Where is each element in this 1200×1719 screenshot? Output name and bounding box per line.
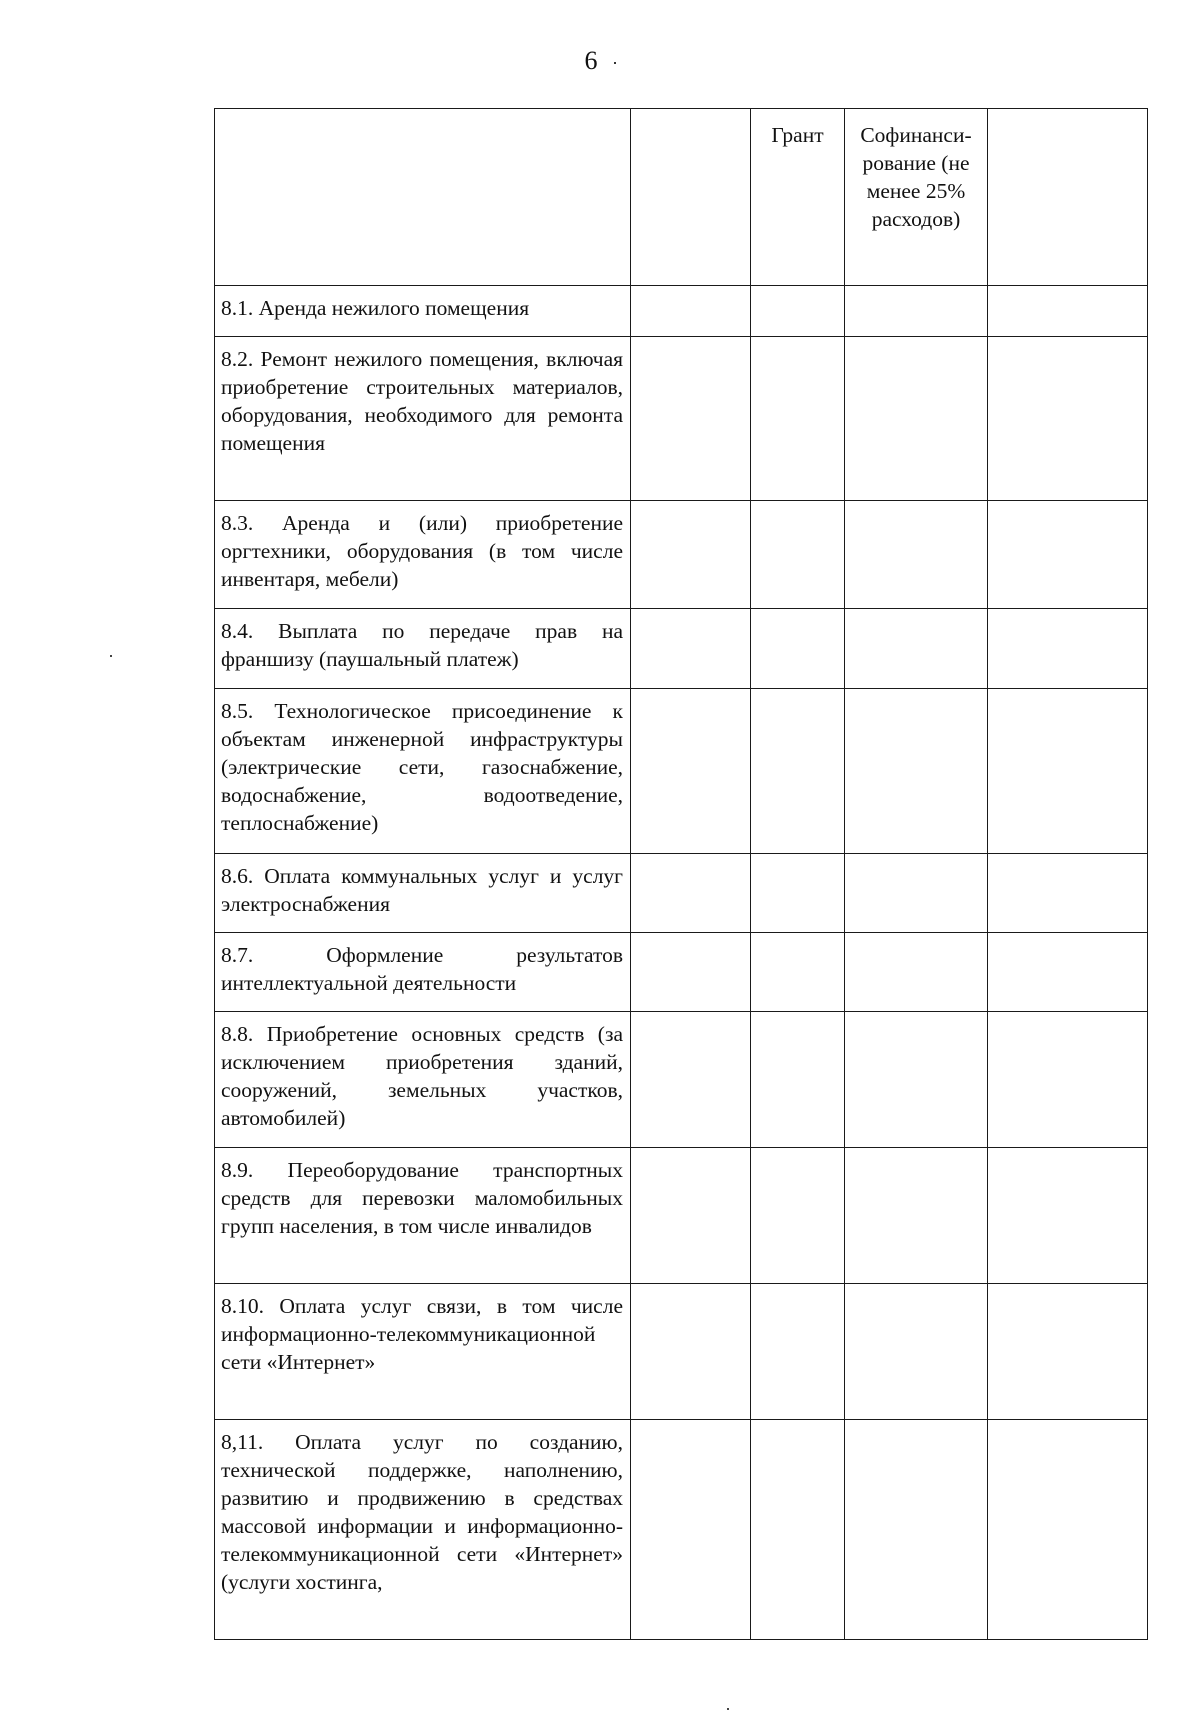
row-item-label: 8.5. Технологическое присоединение к объектам инженерной инфраструктуры (электрические сети, газоснабжение, водоснабжение, водоотведение, теплоснабжение) <box>215 689 631 854</box>
table-cell <box>631 1012 751 1148</box>
table-cell <box>751 1420 845 1640</box>
row-item-label: 8.4. Выплата по передаче прав на франшизу (паушальный платеж) <box>215 609 631 689</box>
header-cell-item <box>215 109 631 286</box>
row-item-label: 8.9. Переоборудование транспортных средств для перевозки маломобильных групп населения, в том числе инвалидов <box>215 1148 631 1284</box>
table-cell <box>988 1420 1148 1640</box>
table-header-row <box>215 109 1148 286</box>
table-cell <box>751 689 845 854</box>
table-cell <box>988 609 1148 689</box>
table-row <box>215 501 1148 609</box>
table-cell <box>988 1284 1148 1420</box>
table-cell <box>845 1148 988 1284</box>
table-cell <box>751 854 845 933</box>
table-cell <box>845 609 988 689</box>
row-item-label: 8.2. Ремонт нежилого помещения, включая приобретение строительных материалов, оборудования, необходимого для ремонта помещения <box>215 337 631 501</box>
header-cell-blank <box>631 109 751 286</box>
row-item-label: 8,11. Оплата услуг по созданию, технической поддержке, наполнению, развитию и продвижению в средствах массовой информации и информационно-телекоммуникационной сети «Интернет» (услуги хостинга, <box>215 1420 631 1640</box>
table-row <box>215 1284 1148 1420</box>
table-cell <box>631 933 751 1012</box>
table-row <box>215 1420 1148 1640</box>
table-cell <box>751 501 845 609</box>
stray-mark-bottom <box>727 1708 729 1710</box>
page-number: 6 <box>0 46 1200 76</box>
table-cell <box>751 1148 845 1284</box>
table-cell <box>631 689 751 854</box>
table-cell <box>845 854 988 933</box>
table-row <box>215 609 1148 689</box>
stray-dot <box>614 62 616 64</box>
table-row <box>215 1012 1148 1148</box>
row-item-label: 8.6. Оплата коммунальных услуг и услуг электроснабжения <box>215 854 631 933</box>
table-cell <box>988 501 1148 609</box>
stray-mark-left <box>110 655 112 657</box>
table-cell <box>631 286 751 337</box>
table-cell <box>751 1012 845 1148</box>
row-item-label: 8.7. Оформление результатов интеллектуальной деятельности <box>215 933 631 1012</box>
table-cell <box>988 1148 1148 1284</box>
table-cell <box>845 933 988 1012</box>
table-cell <box>845 1420 988 1640</box>
table-cell <box>631 854 751 933</box>
table-row <box>215 689 1148 854</box>
table-cell <box>631 1148 751 1284</box>
table-cell <box>751 337 845 501</box>
header-cell-last <box>988 109 1148 286</box>
table-cell <box>631 337 751 501</box>
row-item-label: 8.8. Приобретение основных средств (за исключением приобретения зданий, сооружений, земельных участков, автомобилей) <box>215 1012 631 1148</box>
header-cell-grant: Грант <box>751 109 845 286</box>
table-cell <box>845 1284 988 1420</box>
table-cell <box>751 1284 845 1420</box>
header-cell-cofinancing: Софинанси-рование (не менее 25% расходов) <box>845 109 988 286</box>
table-cell <box>631 1284 751 1420</box>
expense-table <box>214 108 1148 1640</box>
table-row <box>215 337 1148 501</box>
table-cell <box>751 609 845 689</box>
table-cell <box>845 286 988 337</box>
table-row <box>215 854 1148 933</box>
row-item-label: 8.10. Оплата услуг связи, в том числе информационно-телекоммуникационной сети «Интернет» <box>215 1284 631 1420</box>
table-cell <box>631 501 751 609</box>
table-cell <box>845 501 988 609</box>
table-cell <box>845 689 988 854</box>
table-row <box>215 1148 1148 1284</box>
table-cell <box>988 854 1148 933</box>
table-row <box>215 933 1148 1012</box>
table-cell <box>751 933 845 1012</box>
table-cell <box>631 609 751 689</box>
table-cell <box>845 1012 988 1148</box>
table-cell <box>845 337 988 501</box>
row-item-label: 8.3. Аренда и (или) приобретение оргтехники, оборудования (в том числе инвентаря, мебели) <box>215 501 631 609</box>
table-cell <box>988 337 1148 501</box>
table-cell <box>631 1420 751 1640</box>
table-cell <box>988 1012 1148 1148</box>
table-row <box>215 286 1148 337</box>
row-item-label: 8.1. Аренда нежилого помещения <box>215 286 631 337</box>
table-cell <box>988 689 1148 854</box>
table-cell <box>751 286 845 337</box>
table-cell <box>988 933 1148 1012</box>
table-cell <box>988 286 1148 337</box>
